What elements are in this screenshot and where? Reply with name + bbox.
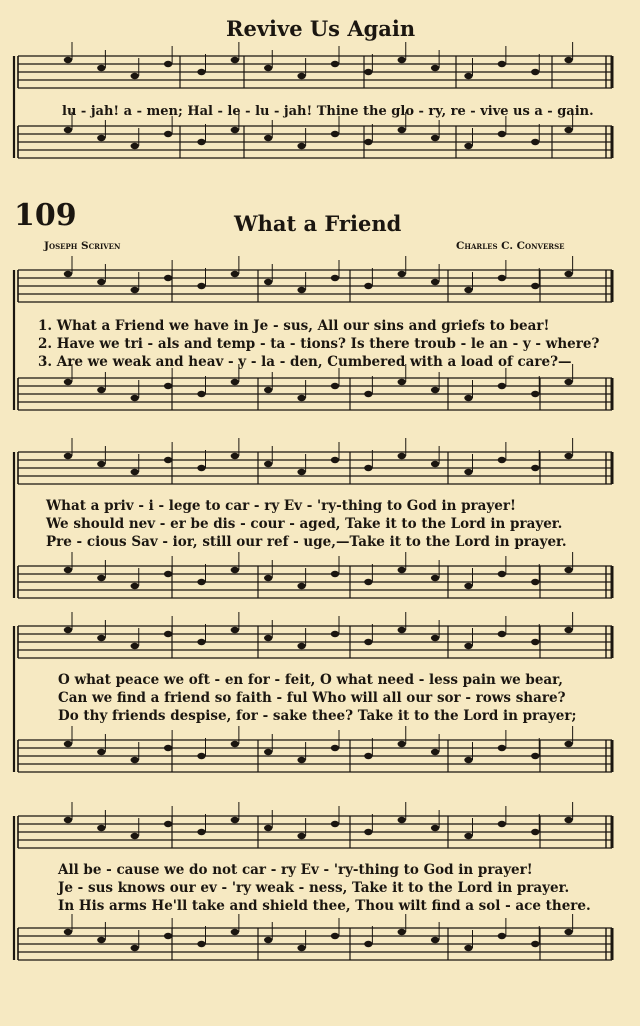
notehead [97, 387, 105, 393]
notehead [197, 465, 205, 471]
notehead [531, 139, 539, 145]
notehead [564, 379, 572, 385]
notehead [264, 65, 272, 71]
notehead [498, 821, 506, 827]
notehead [64, 379, 72, 385]
verse-line: 2. Have we tri - als and temp - ta - tions? Is there troub - le an - y - where? [38, 336, 600, 352]
notehead [164, 131, 172, 137]
notehead [97, 279, 105, 285]
notehead [431, 135, 439, 141]
notehead [131, 73, 139, 79]
notehead [564, 817, 572, 823]
notehead [231, 929, 239, 935]
notehead [564, 627, 572, 633]
notehead [97, 461, 105, 467]
notehead [531, 69, 539, 75]
notehead [464, 583, 472, 589]
notehead [297, 73, 305, 79]
notehead [197, 139, 205, 145]
notehead [64, 271, 72, 277]
notehead [331, 821, 339, 827]
notehead [297, 945, 305, 951]
verse-line: Do thy friends despise, for - sake thee? Take it to the Lord in prayer; [58, 708, 577, 724]
notehead [331, 933, 339, 939]
notehead [64, 817, 72, 823]
notehead [398, 627, 406, 633]
verse-line: 3. Are we weak and heav - y - la - den, Cumbered with a load of care?— [38, 354, 572, 370]
notehead [264, 575, 272, 581]
verse-line: We should nev - er be dis - cour - aged, Take it to the Lord in prayer. [46, 516, 563, 532]
notehead [498, 275, 506, 281]
notehead [498, 61, 506, 67]
notehead [398, 57, 406, 63]
notehead [97, 635, 105, 641]
verse-line: 1. What a Friend we have in Je - sus, All our sins and griefs to bear! [38, 318, 550, 334]
notehead [464, 643, 472, 649]
notehead [564, 57, 572, 63]
notehead [498, 933, 506, 939]
notehead [498, 745, 506, 751]
notehead [431, 635, 439, 641]
notehead [164, 383, 172, 389]
top-hymn-title: Revive Us Again [226, 16, 416, 41]
notehead [64, 453, 72, 459]
notehead [331, 383, 339, 389]
notehead [231, 567, 239, 573]
notehead [97, 65, 105, 71]
notehead [131, 945, 139, 951]
notehead [231, 627, 239, 633]
notehead [331, 745, 339, 751]
notehead [131, 643, 139, 649]
notehead [431, 461, 439, 467]
notehead [431, 937, 439, 943]
notehead [498, 571, 506, 577]
verse-line: Can we find a friend so faith - ful Who will all our sor - rows share? [58, 690, 566, 706]
notehead [531, 753, 539, 759]
notehead [264, 937, 272, 943]
notehead [431, 825, 439, 831]
notehead [264, 387, 272, 393]
notehead [531, 579, 539, 585]
verse-line: Pre - cious Sav - ior, still our ref - uge,—Take it to the Lord in prayer. [46, 534, 567, 550]
notehead [231, 817, 239, 823]
notehead [431, 65, 439, 71]
notehead [297, 583, 305, 589]
notehead [64, 741, 72, 747]
notehead [364, 283, 372, 289]
notehead [197, 639, 205, 645]
notehead [97, 135, 105, 141]
notehead [431, 575, 439, 581]
notehead [498, 131, 506, 137]
notehead [531, 941, 539, 947]
notehead [164, 571, 172, 577]
notehead [64, 567, 72, 573]
notehead [297, 287, 305, 293]
notehead [164, 631, 172, 637]
notehead [398, 271, 406, 277]
notehead [197, 391, 205, 397]
notehead [364, 941, 372, 947]
notehead [297, 643, 305, 649]
notehead [164, 933, 172, 939]
notehead [398, 817, 406, 823]
notehead [464, 287, 472, 293]
notehead [464, 757, 472, 763]
notehead [131, 583, 139, 589]
notehead [564, 929, 572, 935]
notehead [364, 139, 372, 145]
notehead [364, 465, 372, 471]
verse-line: What a priv - i - lege to car - ry Ev - 'ry-thing to God in prayer! [46, 498, 516, 514]
notehead [264, 635, 272, 641]
notehead [264, 279, 272, 285]
notehead [131, 395, 139, 401]
notehead [231, 379, 239, 385]
notehead [464, 469, 472, 475]
notehead [331, 571, 339, 577]
notehead [364, 69, 372, 75]
notehead [498, 383, 506, 389]
notehead [164, 275, 172, 281]
notehead [197, 579, 205, 585]
notehead [131, 287, 139, 293]
notehead [164, 745, 172, 751]
notehead [364, 829, 372, 835]
verse-line: In His arms He'll take and shield thee, Thou wilt find a sol - ace there. [58, 898, 591, 914]
notehead [131, 143, 139, 149]
notehead [364, 579, 372, 585]
notehead [398, 567, 406, 573]
notehead [231, 453, 239, 459]
notehead [364, 753, 372, 759]
notehead [64, 57, 72, 63]
notehead [297, 143, 305, 149]
notehead [297, 757, 305, 763]
notehead [164, 821, 172, 827]
notehead [64, 127, 72, 133]
notehead [297, 395, 305, 401]
notehead [531, 391, 539, 397]
notehead [197, 69, 205, 75]
notehead [398, 453, 406, 459]
notehead [531, 465, 539, 471]
notehead [464, 833, 472, 839]
notehead [364, 391, 372, 397]
verse-line: All be - cause we do not car - ry Ev - 'ry-thing to God in prayer! [58, 862, 533, 878]
notehead [431, 279, 439, 285]
notehead [197, 941, 205, 947]
notehead [531, 639, 539, 645]
notehead [131, 469, 139, 475]
notehead [464, 945, 472, 951]
top-hymn-lyric: lu - jah! a - men; Hal - le - lu - jah! Thine the glo - ry, re - vive us a - gain. [62, 104, 594, 119]
notehead [431, 387, 439, 393]
notehead [197, 829, 205, 835]
notehead [398, 127, 406, 133]
notehead [297, 833, 305, 839]
notehead [431, 749, 439, 755]
hymn-title: What a Friend [234, 211, 402, 236]
notehead [564, 741, 572, 747]
notehead [264, 135, 272, 141]
composer-credit: Charles C. Converse [456, 240, 565, 252]
notehead [331, 457, 339, 463]
notehead [531, 283, 539, 289]
notehead [231, 57, 239, 63]
notehead [398, 379, 406, 385]
notehead [331, 275, 339, 281]
notehead [564, 271, 572, 277]
notehead [564, 127, 572, 133]
notehead [264, 749, 272, 755]
notehead [264, 461, 272, 467]
notehead [231, 741, 239, 747]
verse-line: Je - sus knows our ev - 'ry weak - ness, Take it to the Lord in prayer. [58, 880, 570, 896]
notehead [464, 143, 472, 149]
notehead [231, 127, 239, 133]
notehead [364, 639, 372, 645]
notehead [464, 73, 472, 79]
notehead [97, 825, 105, 831]
notehead [97, 575, 105, 581]
notehead [64, 929, 72, 935]
notehead [464, 395, 472, 401]
notehead [131, 833, 139, 839]
notehead [164, 61, 172, 67]
hymn-number: 109 [14, 198, 77, 233]
notehead [564, 453, 572, 459]
notehead [331, 131, 339, 137]
notehead [164, 457, 172, 463]
notehead [297, 469, 305, 475]
notehead [331, 61, 339, 67]
notehead [264, 825, 272, 831]
notehead [97, 937, 105, 943]
notehead [498, 631, 506, 637]
notehead [498, 457, 506, 463]
verse-line: O what peace we oft - en for - feit, O what need - less pain we bear, [58, 672, 563, 688]
notehead [64, 627, 72, 633]
notehead [97, 749, 105, 755]
notehead [331, 631, 339, 637]
notehead [398, 929, 406, 935]
notehead [564, 567, 572, 573]
notehead [131, 757, 139, 763]
notehead [197, 283, 205, 289]
notehead [231, 271, 239, 277]
notehead [197, 753, 205, 759]
notehead [531, 829, 539, 835]
lyricist-credit: Joseph Scriven [44, 240, 121, 252]
notehead [398, 741, 406, 747]
